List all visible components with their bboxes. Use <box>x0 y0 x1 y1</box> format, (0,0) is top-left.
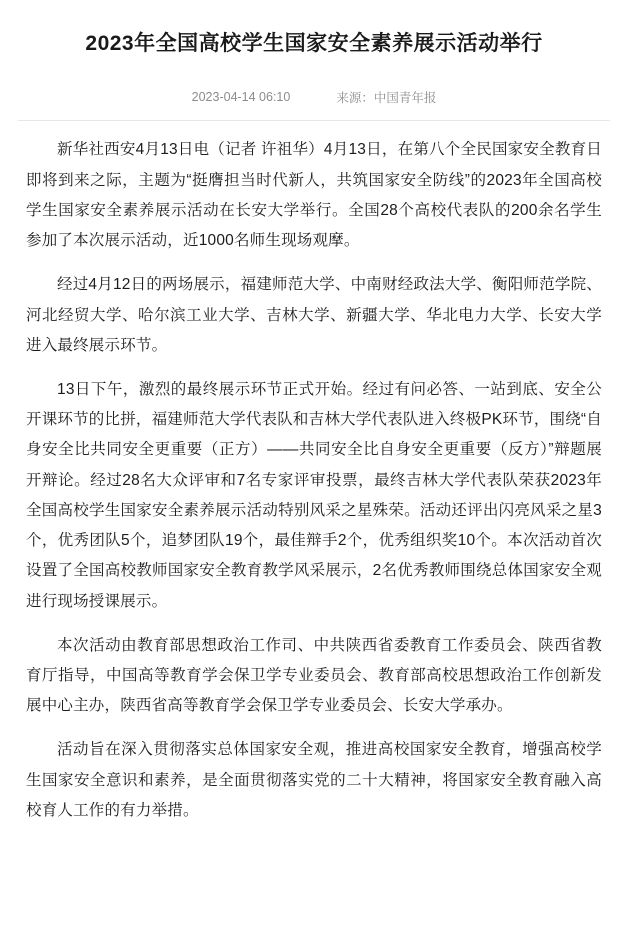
article-paragraph: 13日下午，激烈的最终展示环节正式开始。经过有问必答、一站到底、安全公开课环节的比拼，福建师范大学代表队和吉林大学代表队进入终极PK环节，围绕“自身安全比共同安全更重要（正方）——共同安全比自身安全更重要（反方）”辩题展开辩论。经过28名大众评审和7名专家评审投票，最终吉林大学代表队荣获2023年全国高校学生国家安全素养展示活动特别风采之星殊荣。活动还评出闪亮风采之星3个，优秀团队5个，追梦团队19个，最佳辩手2个，优秀组织奖10个。本次活动首次设置了全国高校教师国家安全教育教学风采展示，2名优秀教师围绕总体国家安全观进行现场授课展示。 <box>26 381 602 610</box>
page-title: 2023年全国高校学生国家安全素养展示活动举行 <box>85 32 543 56</box>
article-body <box>0 121 628 850</box>
article-source: 来源：中国青年报 <box>336 91 437 106</box>
article-page <box>0 14 628 850</box>
article-paragraph: 经过4月12日的两场展示，福建师范大学、中南财经政法大学、衡阳师范学院、河北经贸大学、哈尔滨工业大学、吉林大学、新疆大学、华北电力大学、长安大学进入最终展示环节。 <box>26 276 602 354</box>
article-paragraph: 新华社西安4月13日电（记者 许祖华）4月13日，在第八个全民国家安全教育日即将到来之际，主题为“挺膺担当时代新人，共筑国家安全防线”的2023年全国高校学生国家安全素养展示活动在长安大学举行。全国28个高校代表队的200余名学生参加了本次展示活动，近1000名师生现场观摩。 <box>26 141 602 250</box>
article-meta <box>0 82 628 120</box>
article-paragraph: 本次活动由教育部思想政治工作司、中共陕西省委教育工作委员会、陕西省教育厅指导，中国高等教育学会保卫学专业委员会、教育部高校思想政治工作创新发展中心主办，陕西省高等教育学会保卫学专业委员会、长安大学承办。 <box>26 636 602 715</box>
article-paragraph: 活动旨在深入贯彻落实总体国家安全观，推进高校国家安全教育，增强高校学生国家安全意识和素养，是全面贯彻落实党的二十大精神，将国家安全教育融入高校育人工作的有力举措。 <box>26 741 602 819</box>
publish-timestamp: 2023-04-14 06:10 <box>191 90 291 105</box>
